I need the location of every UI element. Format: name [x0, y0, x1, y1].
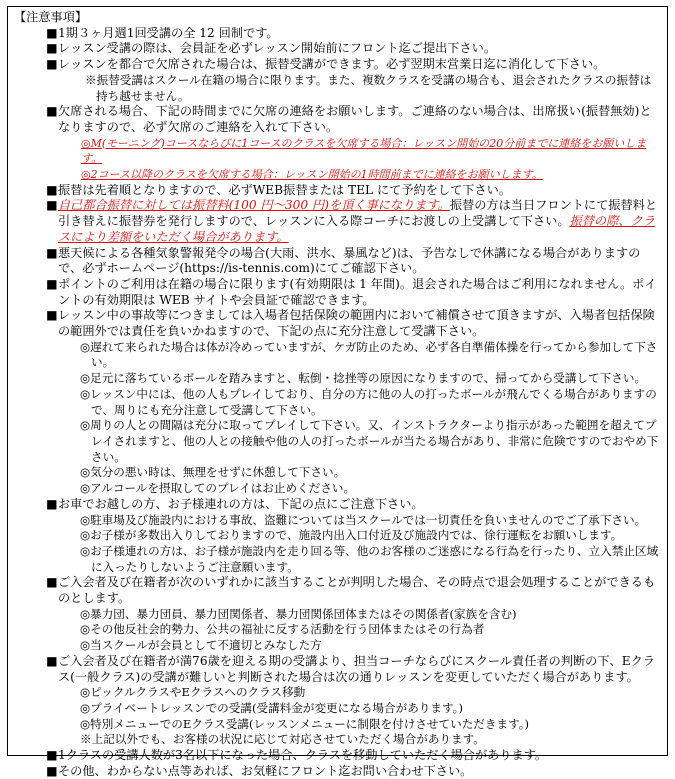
absence-deadline-course2: ◎2コース以降のクラスを欠席する場合：レッスン開始の1時間前までに連絡をお願いします。	[81, 168, 543, 182]
list-item: ■ ご入会者及び在籍者が満76歳を迎える期の受講より、担当コーチならびにスクール責任者の判断の下、Eクラス(一般クラス)の受講が難しいと判断された場合は次の通りレッスンを変更していただく場合があります。	[46, 653, 655, 684]
bullet-icon: ■	[46, 57, 58, 72]
list-item: ■ その他、わからない点等あれば、お気軽にフロント迄お問い合わせ下さい。	[46, 763, 473, 778]
age-note: ◎特別メニューでのEクラス受講(レッスンメニューに制限を付けさせていただきます。)	[80, 716, 530, 731]
exit-note: ◎当スクールが会員として不適切とみなした方	[80, 638, 322, 653]
list-item: ■ お車でお越しの方、お子様連れの方は、下記の点にご注意下さい。	[46, 496, 424, 511]
bullet-icon: ■	[46, 653, 58, 668]
safety-note: ◎気分の悪い時は、無理をせずに休憩して下さい。	[80, 465, 346, 480]
safety-note: ◎レッスン中には、他の人もプレイしており、自分の方に他の人の打ったボールが飛んでくる場合がありますので、周りにも充分注意して受講して下さい。	[80, 386, 657, 417]
list-item: ■ 自己都合振替に対しては振替料(100 円～300 円)を頂く事になります。振替の方は当日フロントにて振替料と引き替えに振替券を発行しますので、レッスンに入る際コーチにお渡しの上受講して下さい。振替の際、クラスにより差額をいただく場合があります。	[46, 198, 658, 244]
list-item: ■ ポイントのご利用は在籍の場合に限ります(有効期限は 1 年間)。退会された場合はご利用になれません。ポイントの有効期限は WEB サイトや会員証で確認できます。	[46, 276, 657, 307]
safety-note: ◎遅れて来られた場合は体が冷めっていますが、ケガ防止のため、必ず各自準備体操を行ってから参加して下さい。	[80, 339, 658, 370]
bullet-icon: ■	[46, 198, 58, 213]
safety-note: ◎足元に落ちているボールを踏みますと、転倒・捻挫等の原因になりますので、掃ってから受講して下さい。	[80, 371, 647, 386]
car-note: ◎駐車場及び施設内における事故、盗難については当スクールでは一切責任を負いませんのでご了承下さい。	[80, 512, 647, 527]
bullet-icon: ■	[46, 308, 58, 323]
exit-note: ◎暴力団、暴力団員、暴力団関係者、暴力団関係団体またはその関係者(家族を含む)	[80, 606, 517, 621]
price-difference-warning: 振替の際、クラスにより差額をいただく場合があります。	[58, 214, 655, 244]
list-item: ■ レッスン受講の際は、会員証を必ずレッスン開始前にフロント迄ご提出下さい。	[46, 41, 497, 56]
list-item: ■ 振替は先着順となりますので、必ずWEB振替または TEL にて予約をして下さい。	[46, 182, 512, 197]
bullet-icon: ■	[46, 25, 58, 40]
safety-note: ◎アルコールを摂取してのプレイはお止めください。	[80, 481, 356, 496]
age-note: ◎ピックルクラスやEクラスへのクラス移動	[80, 685, 306, 700]
bullet-icon: ■	[46, 496, 58, 511]
bullet-icon: ■	[46, 41, 58, 56]
transfer-fee-warning: 自己都合振替に対しては振替料(100 円～300 円)を頂く事になります。	[58, 198, 450, 213]
absence-deadline-morning: ◎M(モーニング)コースならびに1コースのクラスを欠席する場合：レッスン開始の20分前までに連絡をお願いします。	[81, 136, 647, 166]
bullet-icon: ■	[46, 276, 58, 291]
list-item: ■ レッスン中の事故等につきましては入場者包括保険の範囲内において補償させて頂きますが、入場者包括保険の範囲外では責任を負いかねますので、下記の点に充分注意して受講下さい。	[46, 308, 655, 339]
bullet-icon: ■	[46, 748, 58, 763]
bullet-icon: ■	[46, 182, 58, 197]
list-item: ■ 1期３ヶ月週1回受講の全 12 回制です。	[46, 25, 279, 40]
exit-note: ◎その他反社会的勢力、公共の福祉に反する活動を行う団体またはその行為者	[80, 622, 485, 637]
bullet-icon: ■	[46, 763, 58, 778]
list-item: ■ 1クラスの受講人数が3名以下になった場合、クラスを移動していただく場合があります。	[46, 748, 548, 763]
bullet-icon: ■	[46, 575, 58, 590]
notice-title: 【注意事項】	[14, 10, 88, 24]
bullet-icon: ■	[46, 245, 58, 260]
safety-note: ◎周りの人との間隔は充分に取ってプレイして下さい。又、インストラクターより指示があった範囲を超えてプレイされますと、他の人との接触や他の人の打ったボールが当たる場合があり、非常に危険ですのでおやめ下さい。	[80, 418, 659, 464]
list-item: ■ 悪天候による各種気象警報発令の場合(大雨、洪水、暴風など)は、予告なしで休講になる場合がありますので、必ずホームページ(https://is-tennis.com)にてご確認下さい。	[46, 245, 641, 276]
car-note: ◎お子様連れの方は、お子様が施設内を走り回る等、他のお客様のご迷惑になる行為を行ったり、立入禁止区域に入ったりしないようご注意願います。	[80, 543, 659, 574]
bullet-icon: ■	[46, 104, 58, 119]
car-note: ◎お子様が多数出入りしておりますので、施設内出入口付近及び施設内では、徐行運転をお願いします。	[80, 528, 623, 543]
notice-box	[7, 6, 668, 778]
age-note: ※上記以外でも、お客様の状況に応じて対応させていただく場合があります。	[80, 732, 485, 747]
list-item: ■ ご入会者及び在籍者が次のいずれかに該当することが判明した場合、その時点で退会処理することができるものとします。	[46, 575, 656, 606]
age-note: ◎プライベートレッスンでの受講(受講料金が変更になる場合があります。)	[80, 700, 463, 715]
list-item: ■ 欠席される場合、下記の時間までに欠席の連絡をお願いします。ご連絡のない場合は、出席扱い(振替無効)となりますので、必ず欠席のご連絡を入れて下さい。	[46, 104, 652, 134]
furikae-note: ※振替受講はスクール在籍の場合に限ります。また、複数クラスを受講の場合も、退会されたクラスの振替は持ち越せません。	[85, 72, 652, 103]
list-item: ■ レッスンを都合で欠席された場合は、振替受講ができます。必ず翌期末営業日迄に消化して下さい。	[46, 57, 606, 72]
